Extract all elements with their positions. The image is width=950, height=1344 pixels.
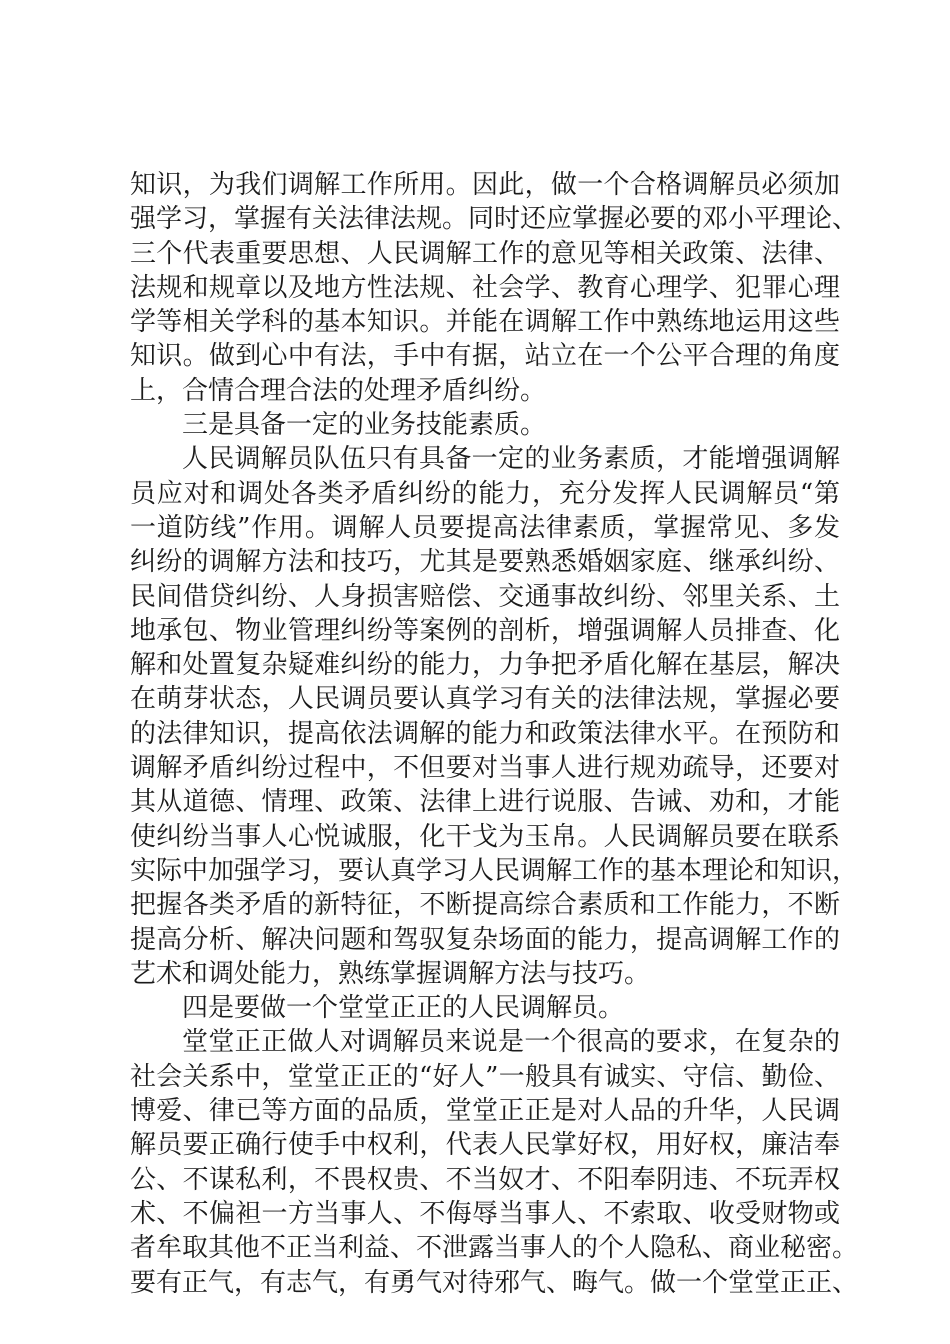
body-text xyxy=(130,168,859,1300)
text-line: 民间借贷纠纷、人身损害赔偿、交通事故纠纷、邻里关系、土 xyxy=(130,581,840,612)
text-line: 堂堂正正做人对调解员来说是一个很高的要求，在复杂的 xyxy=(182,1027,840,1058)
text-line: 学等相关学科的基本知识。并能在调解工作中熟练地运用这些 xyxy=(130,307,840,338)
text-line: 者牟取其他不正当利益、不泄露当事人的个人隐私、商业秘密。 xyxy=(130,1233,859,1264)
text-line: 使纠纷当事人心悦诚服，化干戈为玉帛。人民调解员要在联系 xyxy=(130,821,840,852)
text-line: 纠纷的调解方法和技巧，尤其是要熟悉婚姻家庭、继承纠纷、 xyxy=(130,547,840,578)
text-line: 提高分析、解决问题和驾驭复杂场面的能力，提高调解工作的 xyxy=(130,924,840,955)
text-line: 把握各类矛盾的新特征，不断提高综合素质和工作能力，不断 xyxy=(130,890,840,921)
text-line: 解和处置复杂疑难纠纷的能力，力争把矛盾化解在基层，解决 xyxy=(130,650,840,681)
text-line: 实际中加强学习，要认真学习人民调解工作的基本理论和知识， xyxy=(130,855,859,886)
text-line: 要有正气，有志气，有勇气对待邪气、晦气。做一个堂堂正正、 xyxy=(130,1267,859,1298)
text-line: 知识，为我们调解工作所用。因此，做一个合格调解员必须加 xyxy=(130,170,840,200)
text-line: 公、不谋私利，不畏权贵、不当奴才、不阳奉阴违、不玩弄权 xyxy=(130,1164,840,1195)
text-line: 解员要正确行使手中权利，代表人民掌好权，用好权，廉洁奉 xyxy=(130,1130,840,1161)
text-line: 三个代表重要思想、人民调解工作的意见等相关政策、法律、 xyxy=(130,238,840,269)
text-line: 社会关系中，堂堂正正的“好人”一般具有诚实、守信、勤俭、 xyxy=(130,1061,840,1092)
text-line: 员应对和调处各类矛盾纠纷的能力，充分发挥人民调解员“第 xyxy=(130,478,840,509)
text-line: 强学习，掌握有关法律法规。同时还应掌握必要的邓小平理论、 xyxy=(130,204,859,235)
text-line: 一道防线”作用。调解人员要提高法律素质，掌握常见、多发 xyxy=(130,512,840,543)
section-heading: 四是要做一个堂堂正正的人民调解员。 xyxy=(182,993,625,1024)
text-line: 在萌芽状态，人民调员要认真学习有关的法律法规，掌握必要 xyxy=(130,684,840,715)
text-line: 其从道德、情理、政策、法律上进行说服、告诫、劝和，才能 xyxy=(130,787,840,818)
text-line: 地承包、物业管理纠纷等案例的剖析，增强调解人员排查、化 xyxy=(130,615,840,646)
text-line: 法规和规章以及地方性法规、社会学、教育心理学、犯罪心理 xyxy=(130,272,840,303)
text-line: 人民调解员队伍只有具备一定的业务素质，才能增强调解 xyxy=(182,444,840,475)
text-line: 术、不偏袒一方当事人、不侮辱当事人、不索取、收受财物或 xyxy=(130,1198,840,1229)
text-line: 的法律知识，提高依法调解的能力和政策法律水平。在预防和 xyxy=(130,718,840,749)
text-line: 调解矛盾纠纷过程中，不但要对当事人进行规劝疏导，还要对 xyxy=(130,753,840,784)
section-heading: 三是具备一定的业务技能素质。 xyxy=(182,410,547,441)
text-line: 知识。做到心中有法，手中有据，站立在一个公平合理的角度 xyxy=(130,341,840,372)
text-line: 博爱、律已等方面的品质，堂堂正正是对人品的升华，人民调 xyxy=(130,1096,840,1127)
text-line: 艺术和调处能力，熟练掌握调解方法与技巧。 xyxy=(130,958,651,989)
text-line: 上，合情合理合法的处理矛盾纠纷。 xyxy=(130,375,547,406)
